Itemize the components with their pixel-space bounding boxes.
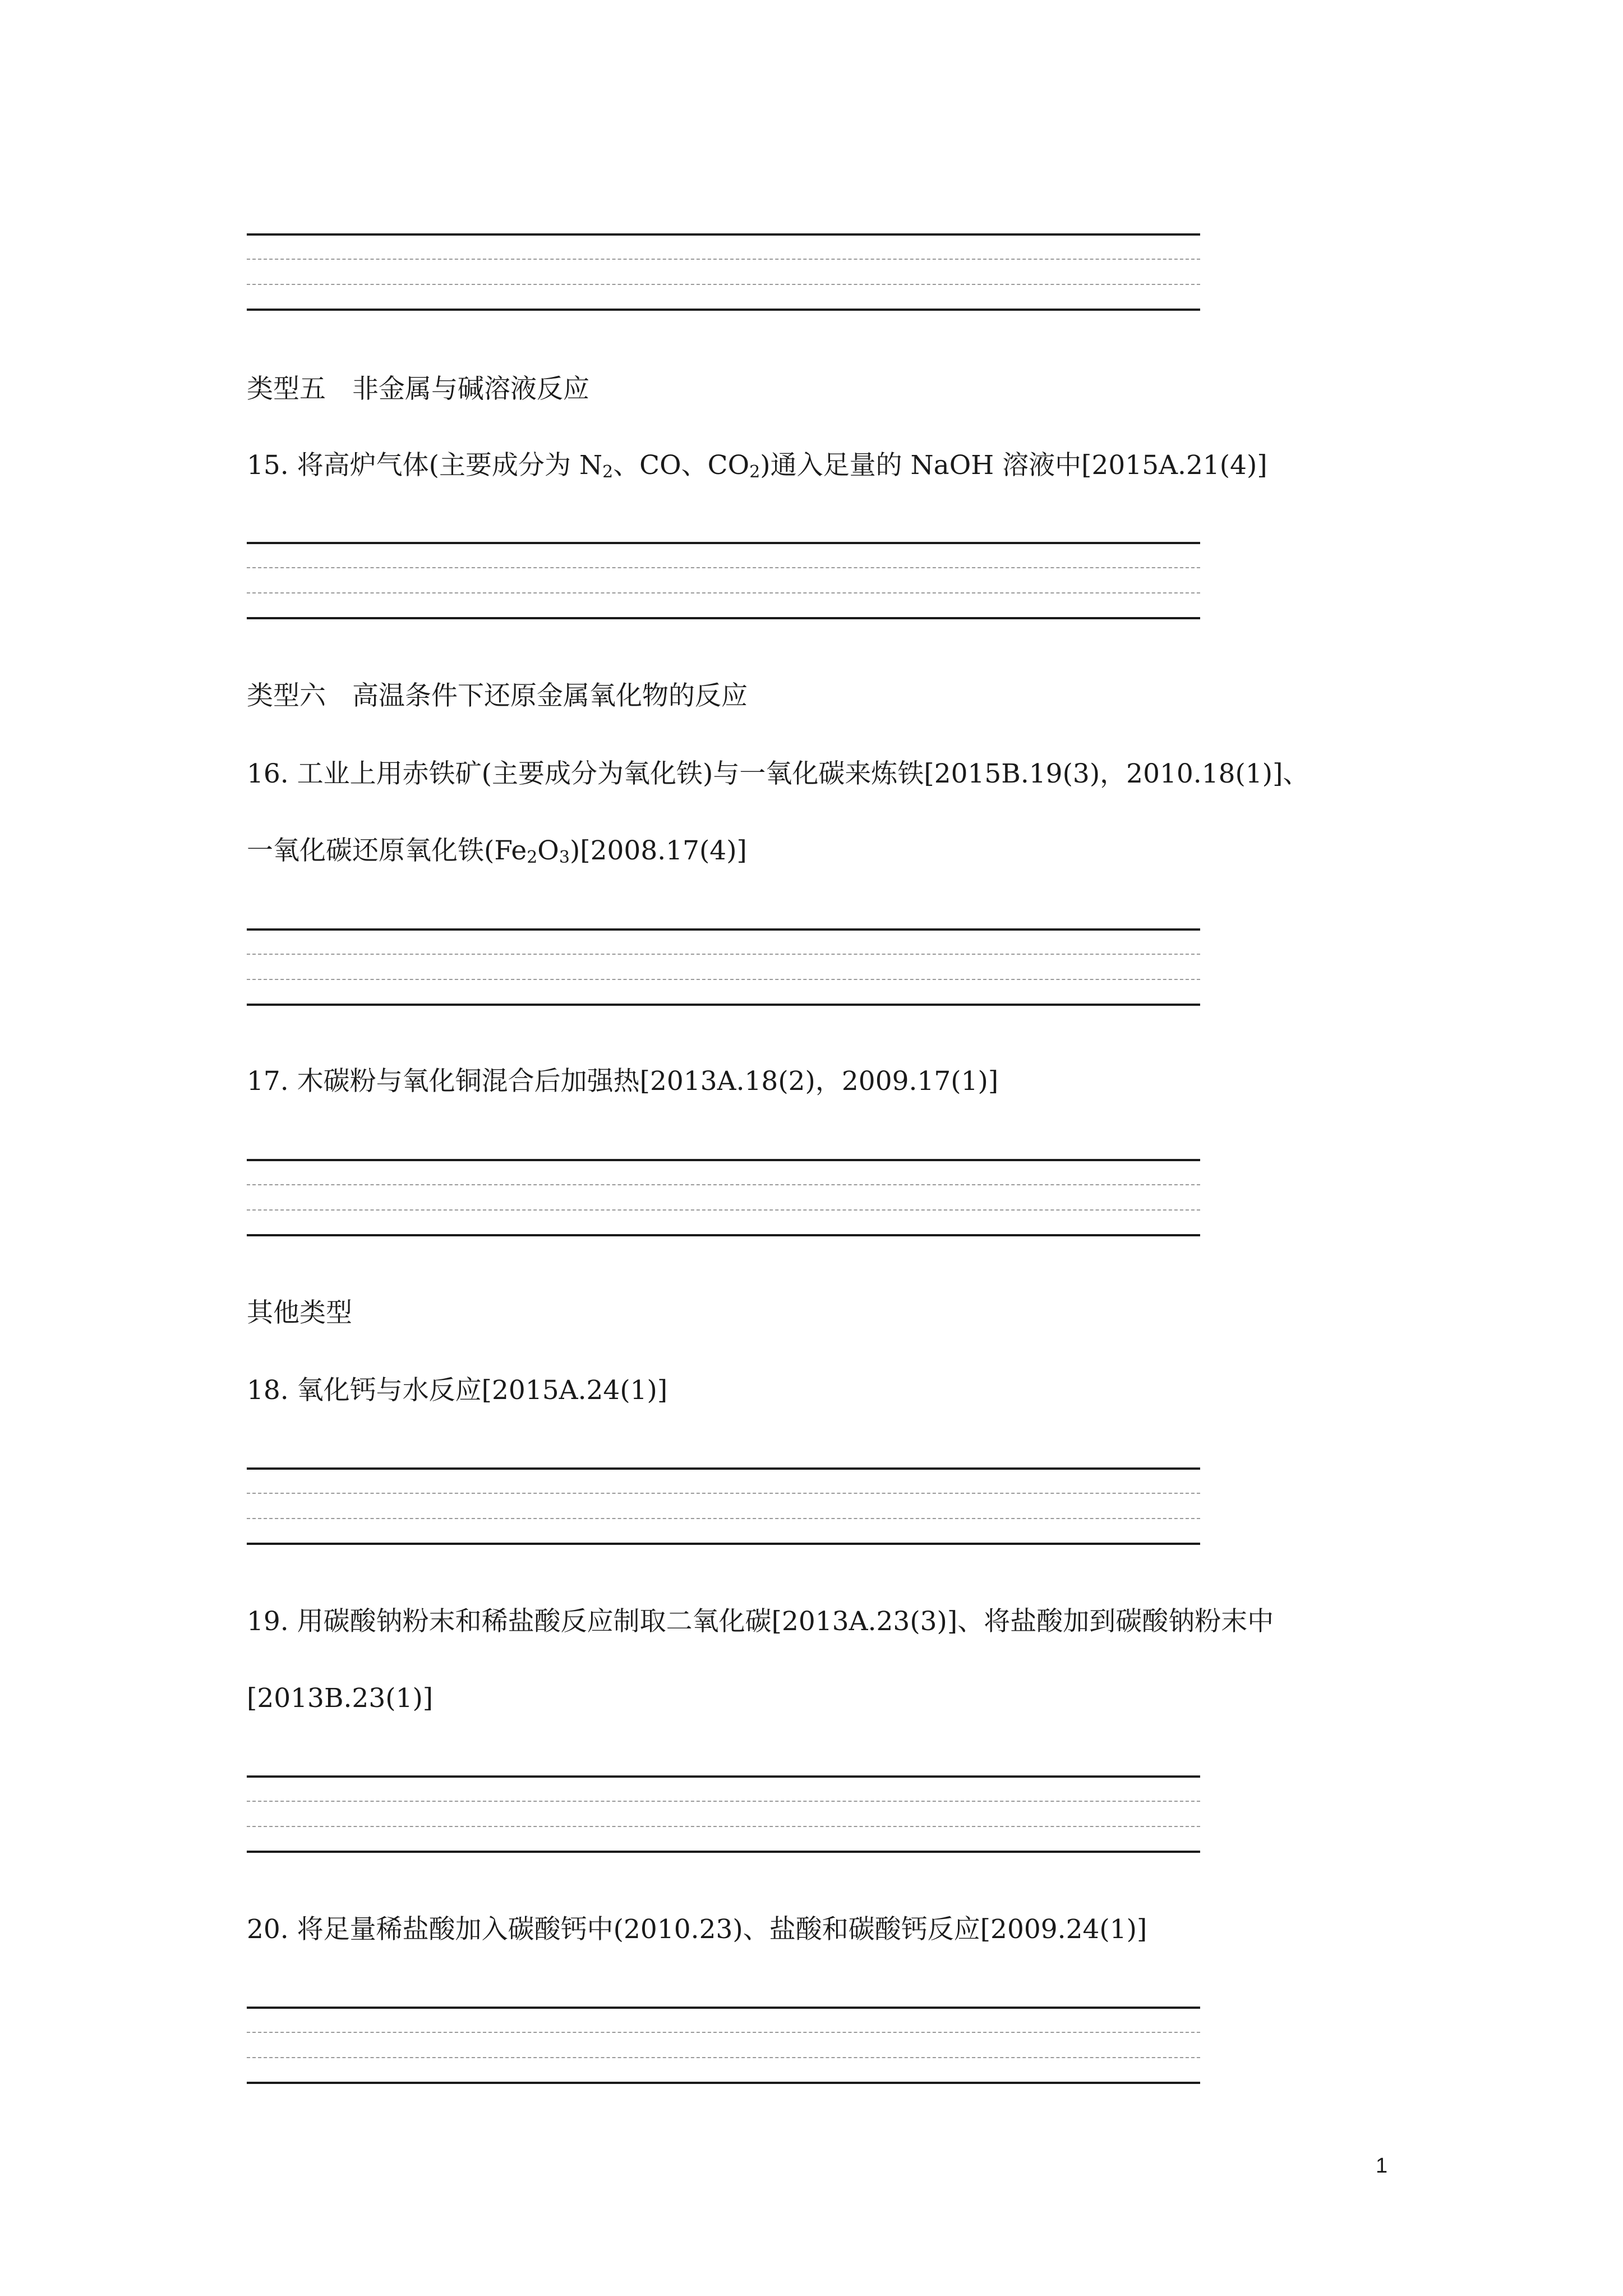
answer-lines-17[interactable] <box>247 1159 1200 1236</box>
section-heading-other: 其他类型 <box>247 1297 352 1328</box>
question-17: 17. 木碳粉与氧化铜混合后加强热[2013A.18(2)，2009.17(1)] <box>247 1066 999 1097</box>
q16-subscript-1: 2 <box>527 848 538 867</box>
answer-lines-19[interactable] <box>247 1775 1200 1853</box>
question-18: 18. 氧化钙与水反应[2015A.24(1)] <box>247 1375 668 1406</box>
section-heading-type6: 类型六 高温条件下还原金属氧化物的反应 <box>247 680 748 711</box>
answer-lines-20[interactable] <box>247 2007 1200 2084</box>
q15-subscript-1: 2 <box>602 462 614 482</box>
question-19-line-1: 19. 用碳酸钠粉末和稀盐酸反应制取二氧化碳[2013A.23(3)]、将盐酸加到碳酸钠粉末中 <box>247 1606 1274 1637</box>
q16-subscript-2: 3 <box>559 848 570 867</box>
question-16-line-2 <box>247 834 747 868</box>
question-16-line-1: 16. 工业上用赤铁矿(主要成分为氧化铁)与一氧化碳来炼铁[2015B.19(3)，2010.18(1)]、 <box>247 758 1310 789</box>
question-15 <box>247 449 1267 482</box>
page-number: 1 <box>1376 2154 1388 2178</box>
answer-lines-18[interactable] <box>247 1467 1200 1545</box>
section-heading-type5: 类型五 非金属与碱溶液反应 <box>247 374 589 404</box>
answer-lines-14[interactable] <box>247 233 1200 311</box>
q15-text-b: 、CO、CO <box>613 450 750 481</box>
q16-text-b: O <box>537 835 559 866</box>
q16-text-c: )[2008.17(4)] <box>569 835 747 866</box>
question-20: 20. 将足量稀盐酸加入碳酸钙中(2010.23)、盐酸和碳酸钙反应[2009.24(1)] <box>247 1914 1147 1945</box>
answer-lines-15[interactable] <box>247 542 1200 619</box>
question-19-line-2: [2013B.23(1)] <box>247 1683 434 1714</box>
q15-text-a: 15. 将高炉气体(主要成分为 N <box>247 450 603 481</box>
answer-lines-16[interactable] <box>247 928 1200 1006</box>
q15-text-c: )通入足量的 NaOH 溶液中[2015A.21(4)] <box>760 450 1267 481</box>
q16-text-a: 一氧化碳还原氧化铁(Fe <box>247 835 527 866</box>
q15-subscript-2: 2 <box>749 462 760 482</box>
